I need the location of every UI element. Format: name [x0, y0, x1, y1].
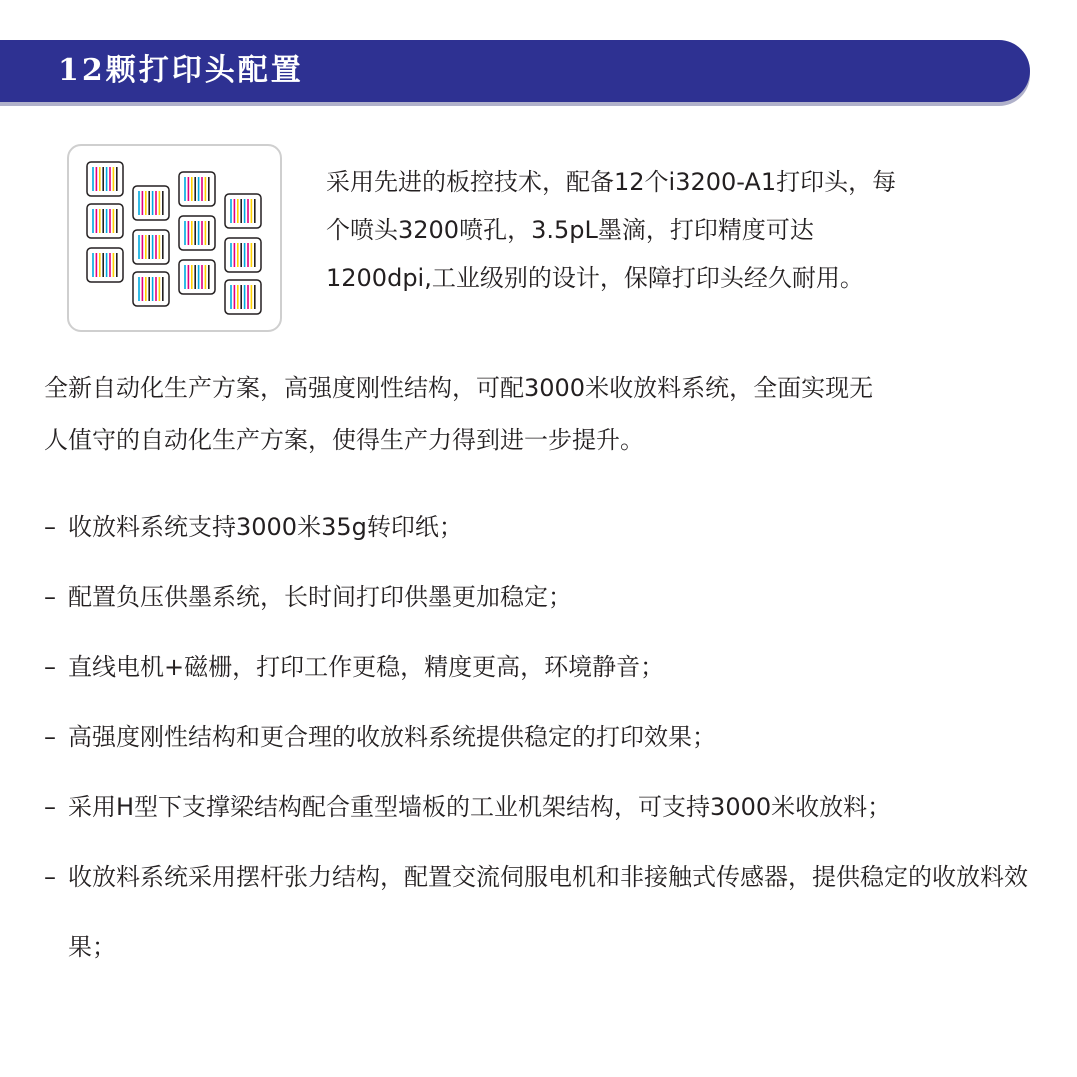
intro-text [326, 158, 1006, 302]
printhead-3 [87, 248, 123, 282]
overview-paragraph [44, 362, 1054, 466]
printhead-array-icon [69, 146, 280, 330]
feature-item: – 直线电机+磁栅，打印工作更稳，精度更高，环境静音； [44, 632, 1054, 702]
printhead-8 [179, 216, 215, 250]
intro-line: 采用先进的板控技术，配备12个i3200-A1打印头，每 [326, 168, 897, 196]
paragraph-line: 全新自动化生产方案，高强度刚性结构，可配3000米收放料系统，全面实现无 [44, 374, 874, 402]
feature-item: – 高强度刚性结构和更合理的收放料系统提供稳定的打印效果； [44, 702, 1054, 772]
printhead-illustration [67, 144, 282, 332]
paragraph-line: 人值守的自动化生产方案，使得生产力得到进一步提升。 [44, 426, 644, 454]
printhead-4 [133, 186, 169, 220]
printhead-10 [225, 194, 261, 228]
section-title: 12颗打印头配置 [58, 53, 304, 88]
printhead-5 [133, 230, 169, 264]
printhead-7 [179, 172, 215, 206]
printhead-11 [225, 238, 261, 272]
feature-list [44, 492, 1054, 982]
printhead-1 [87, 162, 123, 196]
printhead-2 [87, 204, 123, 238]
feature-item: – 收放料系统支持3000米35g转印纸； [44, 492, 1054, 562]
feature-item: – 配置负压供墨系统，长时间打印供墨更加稳定； [44, 562, 1054, 632]
printhead-9 [179, 260, 215, 294]
feature-item: – 采用H型下支撑梁结构配合重型墙板的工业机架结构，可支持3000米收放料； [44, 772, 1054, 842]
intro-line: 1200dpi,工业级别的设计，保障打印头经久耐用。 [326, 264, 864, 292]
printhead-6 [133, 272, 169, 306]
feature-item: – 收放料系统采用摆杆张力结构，配置交流伺服电机和非接触式传感器，提供稳定的收放料效果； [44, 842, 1054, 982]
printhead-12 [225, 280, 261, 314]
intro-line: 个喷头3200喷孔，3.5pL墨滴，打印精度可达 [326, 216, 814, 244]
section-banner [0, 40, 1030, 102]
